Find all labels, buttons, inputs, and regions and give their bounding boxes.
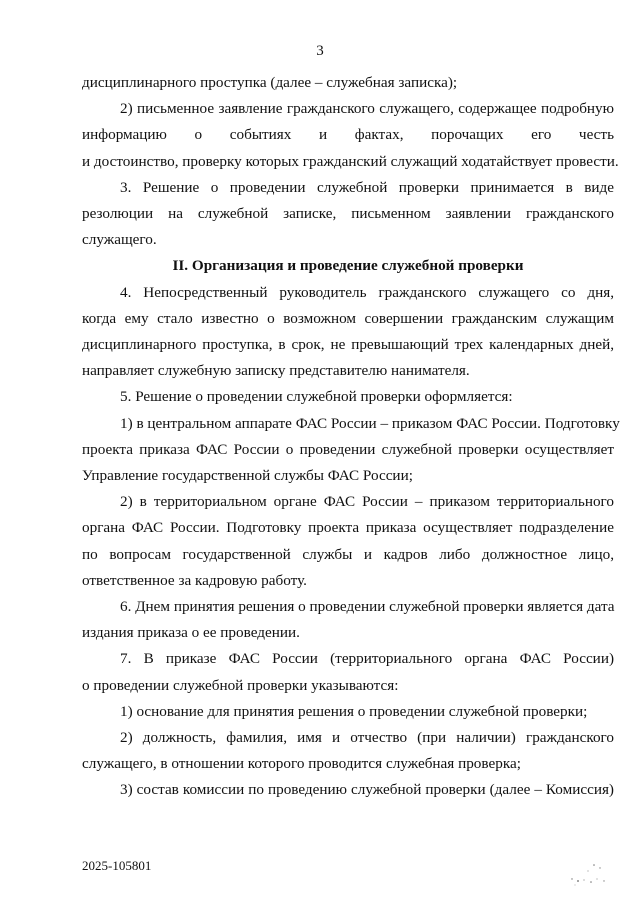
scan-noise-marks — [564, 862, 608, 888]
document-body — [82, 70, 620, 804]
text-line: 1) основание для принятия решения о проведении служебной проверки; — [120, 702, 588, 720]
text-line: 2) должность, фамилия, имя и отчество (при наличии) гражданского — [120, 729, 614, 747]
text-line: когда ему стало известно о возможном совершении гражданским служащим — [82, 309, 614, 327]
text-line: 3. Решение о проведении служебной проверки принимается в виде — [120, 178, 614, 196]
text-line: и достоинство, проверку которых гражданский служащий ходатайствует провести. — [82, 152, 619, 170]
text-line: дисциплинарного проступка (далее – служебная записка); — [82, 74, 458, 91]
text-line: Управление государственной службы ФАС России; — [82, 467, 413, 485]
text-line: направляет служебную записку представителю нанимателя. — [82, 362, 470, 380]
text-line: органа ФАС России. Подготовку проекта приказа осуществляет подразделение — [82, 519, 614, 537]
text-line: проекта приказа ФАС России о проведении служебной проверки осуществляет — [82, 440, 614, 458]
text-line: 7. В приказе ФАС России (территориального органа ФАС России) — [120, 650, 614, 668]
text-line: 1) в центральном аппарате ФАС России – приказом ФАС России. Подготовку — [120, 414, 620, 432]
text-line: служащего, в отношении которого проводится служебная проверка; — [82, 755, 521, 773]
text-line: 6. Днем принятия решения о проведении служебной проверки является дата — [120, 598, 615, 616]
text-line: по вопросам государственной службы и кадров либо должностное лицо, — [82, 545, 614, 563]
text-line: 5. Решение о проведении служебной проверки оформляется: — [120, 388, 513, 406]
text-line: ответственное за кадровую работу. — [82, 571, 307, 589]
document-code: 2025-105801 — [82, 858, 152, 873]
text-line: 3) состав комиссии по проведению служебной проверки (далее – Комиссия) — [120, 781, 614, 799]
text-line: 2) в территориальном органе ФАС России – приказом территориального — [120, 493, 614, 511]
text-line: дисциплинарного проступка, в срок, не превышающий трех календарных дней, — [82, 336, 614, 354]
text-line: служащего. — [82, 231, 157, 249]
section-heading: II. Организация и проведение служебной проверки — [172, 257, 524, 275]
text-line: издания приказа о ее проведении. — [82, 624, 300, 642]
page-number: 3 — [316, 43, 324, 59]
text-line: о проведении служебной проверки указываются: — [82, 676, 399, 694]
text-line: 4. Непосредственный руководитель гражданского служащего со дня, — [120, 283, 614, 301]
text-line: информацию о событиях и фактах, порочащих его честь — [82, 126, 614, 144]
text-line: 2) письменное заявление гражданского служащего, содержащее подробную — [120, 100, 614, 118]
text-line: резолюции на служебной записке, письменном заявлении гражданского — [82, 205, 614, 223]
